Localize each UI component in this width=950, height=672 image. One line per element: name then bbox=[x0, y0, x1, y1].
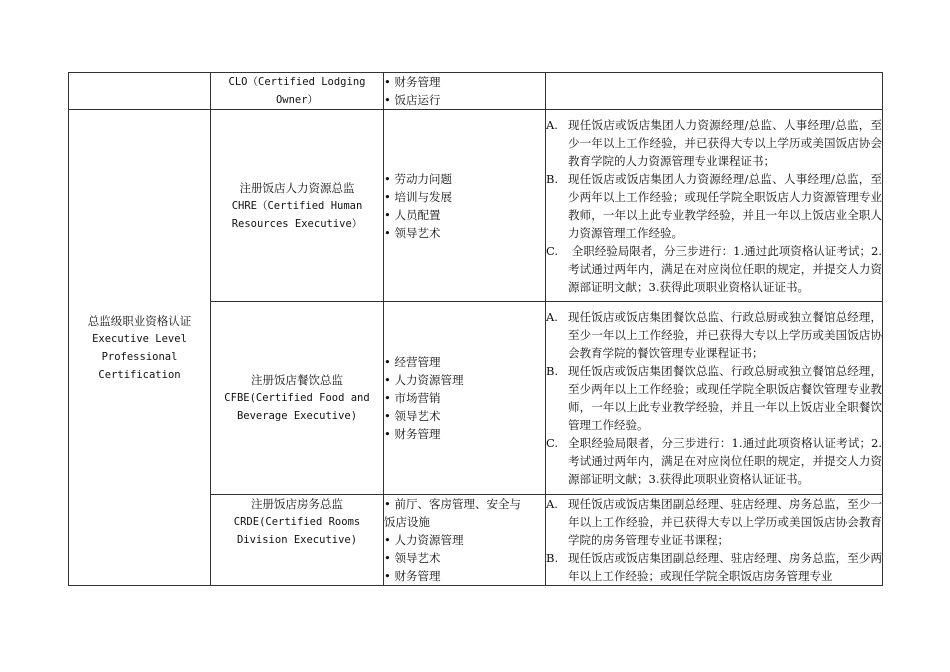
cert-name-zh: 注册饭店餐饮总监 bbox=[251, 373, 343, 387]
requirement-item bbox=[546, 170, 882, 242]
requirement-item bbox=[546, 116, 882, 170]
subject-item: • 劳动力问题 bbox=[384, 170, 545, 188]
cert-name-zh: 注册饭店房务总监 bbox=[251, 497, 343, 511]
requirement-letter: B. bbox=[546, 551, 559, 565]
requirements-chre bbox=[546, 110, 883, 302]
subject-item: • 领导艺术 bbox=[384, 549, 545, 567]
cert-name-zh: 注册饭店人力资源总监 bbox=[239, 180, 355, 195]
requirement-item bbox=[546, 549, 882, 585]
cert-name-line: Resources Executive） bbox=[231, 217, 363, 230]
subject-item: • 培训与发展 bbox=[384, 188, 545, 206]
cert-name-line: Beverage Executive) bbox=[236, 410, 358, 422]
requirement-item bbox=[546, 434, 882, 488]
certification-table bbox=[68, 72, 883, 586]
requirement-letter: A. bbox=[546, 117, 558, 132]
requirement-text: 现任饭店或饭店集团人力资源经理/总监、人事经理/总监，至少两年以上工作经验；或现任学院全职饭店人力资源管理专业教师，一年以上此专业教学经验，并且一年以上饭店业全职人力资源管理工作经验。 bbox=[568, 171, 882, 240]
requirement-letter: C. bbox=[546, 243, 559, 258]
category-en: Certification bbox=[98, 368, 181, 381]
category-cell bbox=[69, 110, 211, 586]
requirement-text: 全职经验局限者，分三步进行：1.通过此项资格认证考试；2.考试通过两年内，满足在对应岗位任职的规定，并提交人力资源部证明文献；3.获得此项职业资格认证证书。 bbox=[568, 243, 882, 294]
requirement-item bbox=[546, 242, 882, 296]
requirement-letter: B. bbox=[546, 171, 559, 186]
subject-item: • 人力资源管理 bbox=[384, 371, 545, 389]
cert-name-line: CLO（Certified Lodging bbox=[228, 76, 366, 88]
requirement-item bbox=[546, 308, 882, 362]
subject-item: • 财务管理 bbox=[384, 425, 545, 443]
category-zh: 总监级职业资格认证 bbox=[87, 313, 192, 328]
subject-item: • 财务管理 bbox=[384, 567, 545, 585]
subject-item: • 财务管理 bbox=[384, 73, 545, 91]
subjects-crde bbox=[384, 495, 546, 586]
subject-item: • 领导艺术 bbox=[384, 224, 545, 242]
subject-item: • 领导艺术 bbox=[384, 407, 545, 425]
category-en: Executive Level bbox=[92, 332, 187, 345]
category-cell-empty bbox=[69, 73, 211, 110]
requirement-item bbox=[546, 362, 882, 434]
requirements-cfbe bbox=[546, 302, 883, 495]
requirement-letter: C. bbox=[546, 436, 559, 450]
requirement-text: 现任饭店或饭店集团餐饮总监、行政总厨或独立餐馆总经理，至少两年以上工作经验；或现任学院全职饭店餐饮管理专业教师，一年以上此专业教学经验，并且一年以上饭店业全职餐饮管理工作经验。 bbox=[568, 364, 882, 432]
subjects-chre bbox=[384, 110, 546, 302]
requirement-text: 现任饭店或饭店集团副总经理、驻店经理、房务总监，至少一年以上工作经验，并已获得大专以上学历或美国饭店协会教育学院的房务管理专业证书课程； bbox=[568, 497, 882, 547]
subject-item: • 前厅、客房管理、安全与 bbox=[384, 495, 545, 513]
category-en: Professional bbox=[101, 350, 178, 363]
subject-item: • 市场营销 bbox=[384, 389, 545, 407]
cert-name-line: Owner） bbox=[275, 94, 319, 106]
cert-name-cfbe bbox=[211, 302, 384, 495]
requirement-letter: A. bbox=[546, 497, 558, 511]
cert-name-line: Division Executive) bbox=[236, 534, 358, 546]
requirement-text: 现任饭店或饭店集团人力资源经理/总监、人事经理/总监，至少一年以上工作经验，并已获得大专以上学历或美国饭店协会教育学院的人力资源管理专业课程证书； bbox=[568, 117, 882, 168]
cert-name-line: CFBE(Certified Food and bbox=[224, 392, 370, 404]
cert-name-crde bbox=[211, 495, 384, 586]
cert-name-line: CHRE（Certified Human bbox=[231, 199, 363, 212]
subjects-cfbe bbox=[384, 302, 546, 495]
requirement-text: 现任饭店或饭店集团餐饮总监、行政总厨或独立餐馆总经理，至少一年以上工作经验，并已获得大专以上学历或美国饭店协会教育学院的餐饮管理专业课程证书； bbox=[568, 310, 882, 360]
cert-name-clo bbox=[211, 73, 384, 110]
requirement-item bbox=[546, 495, 882, 549]
subject-item: • 人力资源管理 bbox=[384, 531, 545, 549]
cert-name-chre bbox=[211, 110, 384, 302]
requirements-crde bbox=[546, 495, 883, 586]
requirement-letter: B. bbox=[546, 364, 559, 378]
cert-name-line: CRDE(Certified Rooms bbox=[233, 516, 361, 528]
table-row-chre bbox=[69, 110, 883, 302]
requirement-text: 现任饭店或饭店集团副总经理、驻店经理、房务总监，至少两年以上工作经验；或现任学院全职饭店房务管理专业 bbox=[568, 551, 882, 583]
requirement-letter: A. bbox=[546, 310, 558, 324]
subject-item: • 经营管理 bbox=[384, 353, 545, 371]
subject-item: • 人员配置 bbox=[384, 206, 545, 224]
subject-item-continued: 饭店设施 bbox=[384, 515, 430, 529]
subject-item: • 饭店运行 bbox=[384, 91, 545, 109]
requirements-clo-empty bbox=[546, 73, 883, 110]
subjects-clo bbox=[384, 73, 546, 110]
requirement-text: 全职经验局限者，分三步进行：1.通过此项资格认证考试；2.考试通过两年内，满足在对应岗位任职的规定，并提交人力资源部证明文献；3.获得此项职业资格认证证书。 bbox=[568, 436, 882, 486]
table-row-clo bbox=[69, 73, 883, 110]
